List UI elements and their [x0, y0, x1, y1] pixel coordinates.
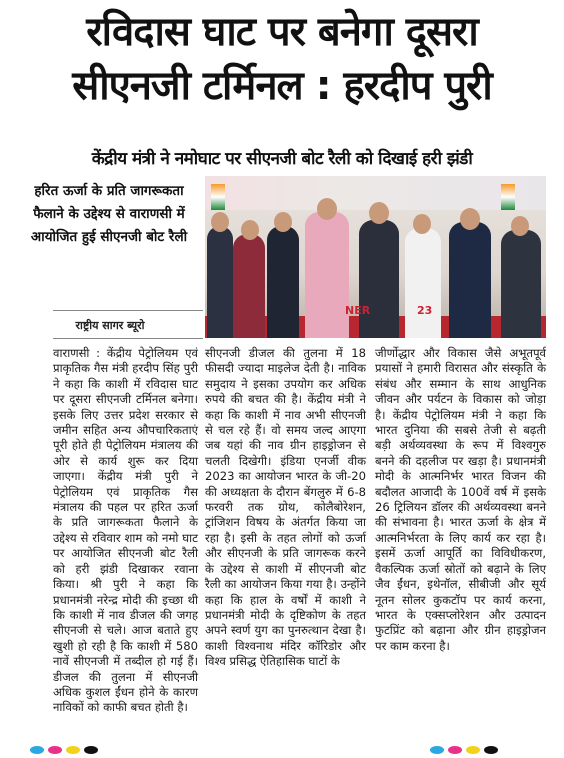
cyan-dot-icon	[30, 746, 44, 754]
article-column-2	[205, 346, 366, 670]
flag-icon	[211, 184, 225, 210]
person	[233, 234, 265, 338]
person-head	[413, 214, 431, 234]
person	[267, 226, 299, 338]
headline-line-1: रविदास घाट पर बनेगा दूसरा	[86, 9, 478, 55]
person	[305, 212, 349, 338]
headline-line-2: सीएनजी टर्मिनल : हरदीप पुरी	[72, 63, 492, 109]
person-head	[211, 212, 229, 232]
magenta-dot-icon	[48, 746, 62, 754]
yellow-dot-icon	[66, 746, 80, 754]
black-dot-icon	[84, 746, 98, 754]
black-dot-icon	[484, 746, 498, 754]
news-photo	[205, 176, 546, 338]
divider-bottom	[53, 338, 203, 339]
subheadline: केंद्रीय मंत्री ने नमोघाट पर सीएनजी बोट रैली को दिखाई हरी झंडी	[91, 149, 473, 169]
article-column-3	[375, 346, 546, 654]
person-head	[274, 212, 292, 232]
banner-text-left: NER	[345, 304, 371, 317]
column-text: सीएनजी डीजल की तुलना में 18 फीसदी ज्यादा माइलेज देती है। नाविक समुदाय ने इसका उपयोग कर अधिक रुपये की बचत की है। केंद्रीय मंत्री ने कहा कि काशी में नाव अभी सीएनजी से चल रहे हैं। वो समय जल्द आएगा जब यहां की नाव ग्रीन हाइड्रोजन से चलती दिखेगी। इंडिया एनर्जी वीक 2023 का आयोजन भारत के जी-20 की अध्यक्षता के दौरान बेंगलुरु में 6-8 फरवरी तक ग्रोथ, कोलैबोरेशन, ट्रांजिशन विषय के अंतर्गत किया जा रहा है। इसी के तहत लोगों को ऊर्जा और सीएनजी के प्रति जागरूक करने के उद्देश्य से काशी में सीएनजी बोट रैली का आयोजन किया गया है। उन्होंने कहा कि हाल के वर्षों में काशी ने प्रधानमंत्री मोदी के दृष्टिकोण के तहत अपने स्वर्ण युग का पुनरुत्थान देखा है। काशी विश्वनाथ मंदिर कॉरिडोर और विश्व प्रसिद्ध ऐतिहासिक घाटों के	[205, 346, 366, 669]
registration-dots-left	[30, 739, 102, 745]
person-head	[317, 198, 337, 220]
column-text: वाराणसी : केंद्रीय पेट्रोलियम एवं प्राकृतिक गैस मंत्री हरदीप सिंह पुरी ने कहा कि काशी में रविदास घाट पर दूसरा सीएनजी टर्मिनल बनेगा। इसके लिए उत्तर प्रदेश सरकार से जमीन सहित अन्य औपचारिकताएं पूरी होते ही पेट्रोलियम मंत्रालय की ओर से कार्य शुरू कर दिया जाएगा। केंद्रीय मंत्री पुरी ने पेट्रोलियम एवं प्राकृतिक गैस मंत्रालय की पहल पर हरित ऊर्जा के प्रति जागरूकता फैलाने के उद्देश्य से रविवार शाम को नमो घाट पर आयोजित सीएनजी बोट रैली को हरी झंडी दिखाकर रवाना किया। श्री पुरी ने कहा कि प्रधानमंत्री नरेन्द्र मोदी की इच्छा थी कि काशी में नाव डीजल की जगह सीएनजी से चले। आज बताते हुए खुशी हो रही है कि काशी में 580 नावें सीएनजी में तब्दील हो गई हैं। डीजल की तुलना में सीएनजी अधिक कुशल ईंधन होने के कारण नाविकों को काफी बचत होती है।	[53, 346, 198, 715]
registration-dots-right	[430, 739, 502, 745]
magenta-dot-icon	[448, 746, 462, 754]
person-head	[460, 208, 480, 230]
article-column-1	[53, 346, 198, 716]
divider-top	[53, 310, 203, 311]
cyan-dot-icon	[430, 746, 444, 754]
side-headline: हरित ऊर्जा के प्रति जागरूकता फैलाने के उद्देश्य से वाराणसी में आयोजित हुई सीएनजी बोट रैली	[30, 183, 188, 245]
flag-icon	[501, 184, 515, 210]
person	[207, 226, 233, 338]
column-text: जीर्णोद्धार और विकास जैसे अभूतपूर्व प्रयासों ने हमारी विरासत और संस्कृति के संबंध और सम्मान के साथ आधुनिक जीवन और पर्यटन के विकास को जोड़ा है। केंद्रीय पेट्रोलियम मंत्री ने कहा कि भारत दुनिया की सबसे तेजी से बढ़ती बड़ी अर्थव्यवस्था के रूप में विश्वगुरु बनने की दहलीज पर खड़ा है। प्रधानमंत्री मोदी के आत्मनिर्भर भारत विजन की बदौलत आजादी के 100वें वर्ष में इसके 26 ट्रिलियन डॉलर की अर्थव्यवस्था बनने की संभावना है। भारत ऊर्जा के क्षेत्र में आत्मनिर्भरता के लिए कार्य कर रहा है। इसमें ऊर्जा आपूर्ति का विविधीकरण, वैकल्पिक ऊर्जा स्रोतों को बढ़ाने के लिए जैव ईंधन, इथेनॉल, सीबीजी और सूर्य नूतन सोलर कुकटॉप पर कार्य करना, भारत के एक्सप्लोरेशन और उत्पादन फुटप्रिंट को बढ़ाना और ग्रीन हाइड्रोजन पर काम करना है।	[375, 346, 546, 653]
byline: राष्ट्रीय सागर ब्यूरो	[75, 319, 145, 332]
person	[405, 228, 441, 338]
person-head	[511, 216, 529, 236]
person-head	[241, 220, 259, 240]
person-head	[369, 202, 389, 224]
banner-text-right: 23	[417, 304, 433, 317]
person	[359, 220, 399, 338]
person	[501, 230, 541, 338]
person	[449, 222, 491, 338]
yellow-dot-icon	[466, 746, 480, 754]
